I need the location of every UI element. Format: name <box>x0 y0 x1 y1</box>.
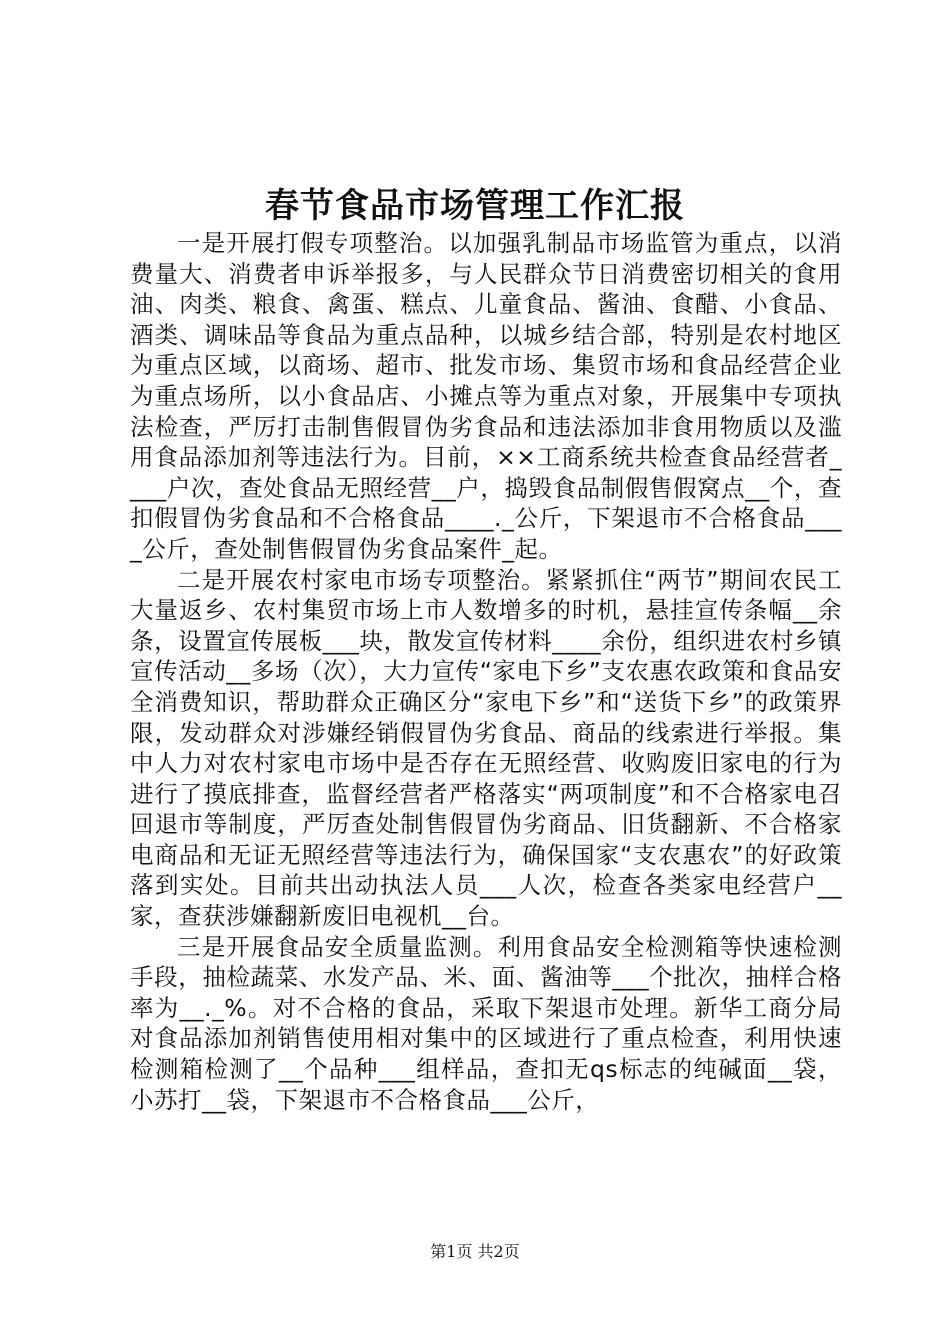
document-body <box>130 228 842 1115</box>
paragraph-1: 一是开展打假专项整治。以加强乳制品市场监管为重点，以消费量大、消费者申诉举报多，与人民群众节日消费密切相关的食用油、肉类、粮食、禽蛋、糕点、儿童食品、酱油、食醋、小食品、酒类、调味品等食品为重点品种，以城乡结合部，特别是农村地区为重点区域，以商场、超市、批发市场、集贸市场和食品经营企业为重点场所，以小食品店、小摊点等为重点对象，开展集中专项执法检查，严厉打击制售假冒伪劣食品和违法添加非食用物质以及滥用食品添加剂等违法行为。目前，××工商系统共检查食品经营者____户次，查处食品无照经营__户，捣毁食品制假售假窝点__个，查扣假冒伪劣食品和不合格食品____._公斤，下架退市不合格食品____公斤，查处制售假冒伪劣食品案件_起。 <box>130 229 842 563</box>
page-number-footer: 第1页 共2页 <box>430 1242 520 1261</box>
paragraph-2: 二是开展农村家电市场专项整治。紧紧抓住“两节”期间农民工大量返乡、农村集贸市场上市人数增多的时机，悬挂宣传条幅__余条，设置宣传展板___块，散发宣传材料____余份，组织进农村乡镇宣传活动__多场（次），大力宣传“家电下乡”支农惠农政策和食品安全消费知识，帮助群众正确区分“家电下乡”和“送货下乡”的政策界限，发动群众对涉嫌经销假冒伪劣食品、商品的线索进行举报。集中人力对农村家电市场中是否存在无照经营、收购废旧家电的行为进行了摸底排查，监督经营者严格落实“两项制度”和不合格家电召回退市等制度，严厉查处制售假冒伪劣商品、旧货翻新、不合格家电商品和无证无照经营等违法行为，确保国家“支农惠农”的好政策落到实处。目前共出动执法人员___人次，检查各类家电经营户__家，查获涉嫌翻新废旧电视机__台。 <box>130 565 842 931</box>
paragraph-3: 三是开展食品安全质量监测。利用食品安全检测箱等快速检测手段，抽检蔬菜、水发产品、米、面、酱油等___个批次，抽样合格率为__._%。对不合格的食品，采取下架退市处理。新华工商分局对食品添加剂销售使用相对集中的区域进行了重点检查，利用快速检测箱检测了__个品种___组样品，查扣无qs标志的纯碱面__袋，小苏打__袋，下架退市不合格食品___公斤， <box>130 932 842 1114</box>
document-title: 春节食品市场管理工作汇报 <box>265 186 685 226</box>
